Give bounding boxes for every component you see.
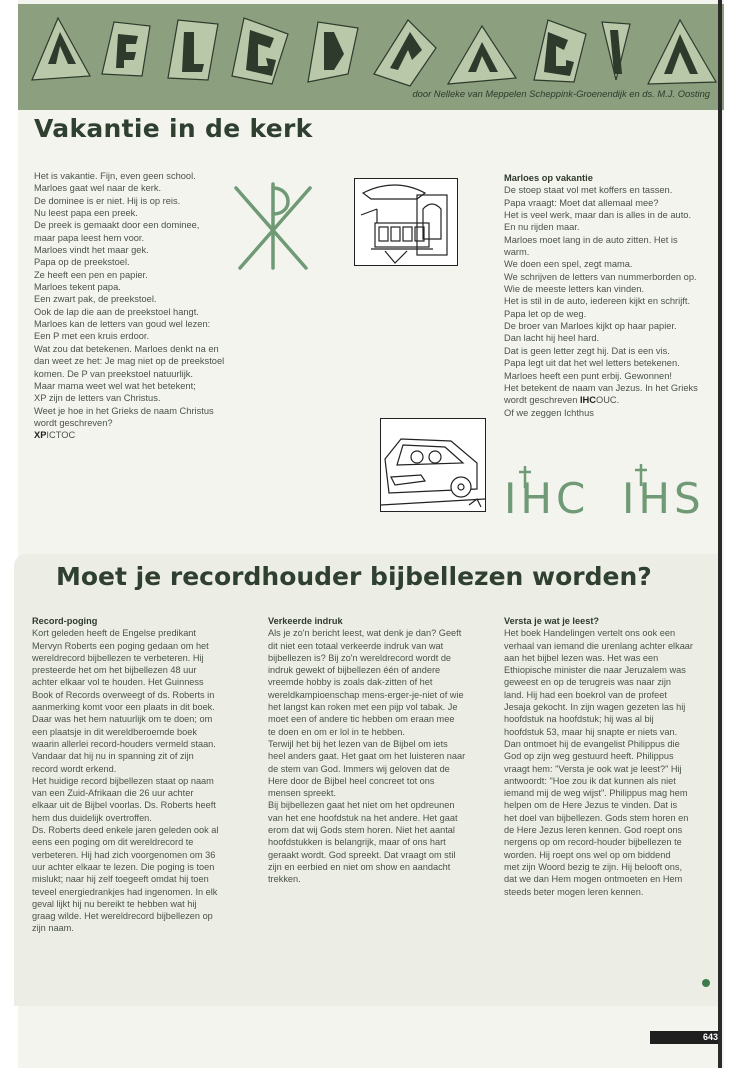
text-line: vraagt hem: "Versta je ook wat je leest?" Hij bbox=[504, 763, 682, 774]
text-line: hem dus duidelijk overtroffen. bbox=[32, 812, 152, 823]
greek-jezus: wordt geschreven IHCOUC. bbox=[504, 395, 620, 406]
text-line: God op zijn weg gestuurd heeft. Philippus bbox=[504, 751, 674, 762]
text-line: presteerde het om het bijbellezen 48 uur bbox=[32, 665, 197, 676]
text-line: van het ene hoofdstuk na het andere. Het gaat bbox=[268, 812, 458, 823]
poem-lines bbox=[34, 170, 224, 429]
poem-line: Een P met een kruis erdoor. bbox=[34, 331, 150, 342]
text-line: hoofdstukken is belangrijk, maar of ons hart bbox=[268, 837, 446, 848]
text-line: moet een of andere tic hebben om eraan mee bbox=[268, 714, 455, 725]
poem-lines bbox=[504, 184, 698, 394]
poem-line: Het is vakantie. Fijn, even geen school. bbox=[34, 171, 196, 181]
text-line: bijbellezen is? Bij zo'n wereldrecord wordt de bbox=[268, 652, 452, 663]
poem-line: De preek is gemaakt door een dominee, bbox=[34, 220, 200, 231]
text-line: helpen om de Here Jezus te vinden. Dat is bbox=[504, 800, 678, 811]
text-line: heel anders gaat. Het gaat om het luisteren naar bbox=[268, 751, 466, 762]
pulpit-illustration bbox=[354, 178, 458, 266]
article-title-vakantie: Vakantie in de kerk bbox=[34, 114, 313, 143]
text-line: Daar was het hem natuurlijk om te doen; om bbox=[32, 714, 213, 725]
article-marloes-op-vakantie bbox=[504, 172, 698, 419]
text-line: Bij bijbellezen gaat het niet om het opdreunen bbox=[268, 800, 455, 811]
text-line: dit niet een totaal verkeerde indruk van wat bbox=[268, 640, 444, 651]
cross-icon-ihc bbox=[518, 466, 532, 488]
text-line: aan het bijbel lezen was. Het was een bbox=[504, 652, 659, 663]
article-title-recordhouder: Moet je recordhouder bijbellezen worden? bbox=[56, 562, 652, 591]
poem-line: We schrijven de letters van nummerborden op. bbox=[504, 271, 697, 282]
pulpit-drawing bbox=[355, 179, 457, 265]
ihc-symbol: IHC bbox=[504, 474, 590, 523]
poem-line: Een zwart pak, de preekstoel. bbox=[34, 294, 157, 305]
text-line: geval lijkt hij nu bereikt te hebben wat hij bbox=[32, 898, 197, 909]
poem-line: Nu leest papa een preek. bbox=[34, 208, 138, 219]
text-line: Het huidige record bijbellezen staat op naam bbox=[32, 775, 214, 786]
text-line: van een Zuid-Afrikaan die 26 uur achter bbox=[32, 788, 194, 799]
poem-line: Het is veel werk, maar dan is alles in de auto. bbox=[504, 210, 692, 221]
car-drawing bbox=[381, 419, 485, 511]
poem-line: Marloes moet lang in de auto zitten. Het is bbox=[504, 234, 678, 245]
text-line: worden. Hij roept ons wel op om biddend bbox=[504, 849, 671, 860]
poem-line: Wie de meeste letters kan vinden. bbox=[504, 284, 645, 295]
text-line: waarin allerlei record-houders vermeld staan. bbox=[32, 738, 216, 749]
poem-line: Ze heeft een pen en papier. bbox=[34, 269, 148, 280]
poem-line: Marloes vindt het maar gek. bbox=[34, 245, 149, 256]
page-number: 643 bbox=[650, 1031, 720, 1044]
text-line: Kort geleden heeft de Engelse predikant bbox=[32, 628, 196, 639]
text-line: teveel energiedrankjes had ingenomen. In elk bbox=[32, 886, 218, 897]
text-line: hoofdstuk 53, maar hij snapte er niets van. bbox=[504, 726, 678, 737]
poem-line: Het is stil in de auto, iedereen kijkt en schrijft. bbox=[504, 296, 691, 307]
byline: door Nelleke van Meppelen Scheppink-Groenendijk en ds. M.J. Oosting bbox=[412, 88, 710, 99]
text-line: Terwijl het bij het lezen van de Bijbel om iets bbox=[268, 738, 448, 749]
poem-line: warm. bbox=[504, 247, 530, 258]
text-line: graag wilde. Het wereldrecord bijbellezen op bbox=[32, 911, 213, 922]
text-line: antwoordt: "Hoe zou ik dat kunnen als niet bbox=[504, 775, 676, 786]
text-line: indruk gewekt of bijbellezen één of andere bbox=[268, 665, 441, 676]
text-line: verbeteren. Hij had zich voorgenomen om 36 bbox=[32, 849, 216, 860]
text-line: geraakt wordt. God spreekt. Dat vraagt om stil bbox=[268, 849, 456, 860]
poem-line: Weet je hoe in het Grieks de naam Christus bbox=[34, 405, 214, 416]
column-verkeerde-indruk bbox=[268, 615, 465, 886]
text-line: uur achter elkaar te lezen. Die poging is toen bbox=[32, 861, 215, 872]
text-line: zijn naam. bbox=[32, 923, 74, 934]
text-line: Book of Records overweegt of ds. Roberts in bbox=[32, 689, 215, 700]
text-line: een plaatsje in dit wereldberoemde boek bbox=[32, 726, 197, 737]
text-line: de Here Jezus leren kennen. God roept ons bbox=[504, 825, 683, 836]
poem-line: XP zijn de letters van Christus. bbox=[34, 393, 161, 404]
text-line: het doel van bijbellezen. Gods stem horen en bbox=[504, 812, 689, 823]
column-lines bbox=[32, 627, 218, 934]
text-line: hoofdstuk na hoofdstuk; hij was al bij bbox=[504, 714, 654, 725]
text-line: iemand mij de weg wijst". Philippus mag hem bbox=[504, 788, 688, 799]
text-line: eens een poging om dit wereldrecord te bbox=[32, 837, 194, 848]
poem-line: komen. De P van preekstoel natuurlijk. bbox=[34, 368, 193, 379]
poem-line: Marloes tekent papa. bbox=[34, 282, 121, 293]
poem-line: Papa let op de weg. bbox=[504, 308, 587, 319]
text-line: aanmerking komt voor een plaats in dit boek. bbox=[32, 702, 215, 713]
text-line: met zijn Woord bezig te zijn. Hij belooft ons, bbox=[504, 861, 683, 872]
text-line: Jesaja gekocht. In zijn wagen gezeten las hij bbox=[504, 702, 686, 713]
text-line: Dan ontmoet hij de evangelist Philippus die bbox=[504, 738, 680, 749]
text-line: steeds beter mogen leren kennen. bbox=[504, 886, 644, 897]
text-line: wereldkampioenschap mens-erger-je-niet of wie bbox=[268, 689, 464, 700]
text-line: Mervyn Roberts een poging gedaan om het bbox=[32, 640, 209, 651]
poem-line: De stoep staat vol met koffers en tassen. bbox=[504, 185, 673, 196]
chi-rho-icon bbox=[232, 180, 316, 272]
text-line: trekken. bbox=[268, 874, 301, 885]
ihs-symbol: IHS bbox=[622, 474, 705, 523]
poem-line: Papa legt uit dat het wel letters betekenen. bbox=[504, 358, 680, 369]
poem-line: Papa vraagt: Moet dat allemaal mee? bbox=[504, 197, 659, 208]
text-line: verhaal van iemand die urenlang achter elkaar bbox=[504, 640, 693, 651]
text-line: wereldrecord bijbellezen te verbeteren. Hij bbox=[32, 652, 204, 663]
subtitle-marloes-op-vakantie: Marloes op vakantie bbox=[504, 173, 593, 183]
poem-line: maar papa leest hem voor. bbox=[34, 232, 145, 243]
poem-line: Ook de lap die aan de preekstoel hangt. bbox=[34, 306, 199, 317]
poem-line: De dominee is er niet. Hij is op reis. bbox=[34, 195, 181, 206]
text-line: nergens op om record-houder bijbellezen te bbox=[504, 837, 682, 848]
text-line: Here door de Bijbel heel concreet tot ons bbox=[268, 775, 435, 786]
text-line: record wordt erkend. bbox=[32, 763, 117, 774]
text-line: het langst kan roken met een pijp vol tabak. Je bbox=[268, 702, 458, 713]
text-line: erom dat wij Gods stem horen. Niet het aantal bbox=[268, 825, 455, 836]
poem-line: We doen een spel, zegt mama. bbox=[504, 259, 633, 270]
greek-christus: XPICTOC bbox=[34, 430, 76, 441]
subtitle-versta-je: Versta je wat je leest? bbox=[504, 616, 599, 626]
text-line: te doen en om er lol in te hebben. bbox=[268, 726, 405, 737]
text-line: Vandaar dat hij nu in spanning zit of zijn bbox=[32, 751, 194, 762]
column-lines bbox=[268, 627, 465, 885]
poem-line: Maar mama weet wel wat het betekent; bbox=[34, 380, 196, 391]
poem-line: Marloes gaat wel naar de kerk. bbox=[34, 183, 162, 194]
poem-line: En nu rijden maar. bbox=[504, 222, 580, 233]
text-line: mislukt; naar hij zelf toegeeft omdat hij toen bbox=[32, 874, 209, 885]
text-line: zijn en eerbied en niet om show en aandacht bbox=[268, 861, 451, 872]
poem-line: Wat zou dat betekenen. Marloes denkt na en bbox=[34, 343, 219, 354]
poem-line: wordt geschreven? bbox=[34, 417, 113, 428]
subtitle-record-poging: Record-poging bbox=[32, 616, 98, 626]
car-illustration bbox=[380, 418, 486, 512]
text-line: mensen spreekt. bbox=[268, 788, 336, 799]
text-line: elkaar uit de Bijbel voorlas. Ds. Roberts heeft bbox=[32, 800, 216, 811]
header-banner bbox=[18, 4, 724, 110]
text-line: dat we dan Hem mogen ontmoeten en Hem bbox=[504, 874, 683, 885]
column-versta-je bbox=[504, 615, 693, 898]
text-line: Als je zo'n bericht leest, wat denk je dan? Geeft bbox=[268, 628, 462, 639]
text-line: de stem van God. Immers wij geloven dat de bbox=[268, 763, 450, 774]
poem-line: Papa op de preekstoel. bbox=[34, 257, 130, 268]
text-line: vreemde hobby is zoals dak-zitten of het bbox=[268, 677, 433, 688]
poem-line: Marloes kan de letters van goud wel lezen: bbox=[34, 319, 211, 330]
text-line: geweest en op de terugreis was naar zijn bbox=[504, 677, 672, 688]
poem-line: dan weet ze het: Je mag niet op de preekstoel bbox=[34, 356, 225, 367]
column-record-poging bbox=[32, 615, 218, 935]
end-bullet-icon bbox=[702, 979, 710, 987]
text-line: Het boek Handelingen vertelt ons ook een bbox=[504, 628, 676, 639]
poem-line: De broer van Marloes kijkt op haar papier. bbox=[504, 321, 677, 332]
poem-line: Het betekent de naam van Jezus. In het Grieks bbox=[504, 382, 698, 393]
page-edge bbox=[718, 0, 722, 1068]
subtitle-verkeerde-indruk: Verkeerde indruk bbox=[268, 616, 343, 626]
text-line: land. Hij had een boekrol van de profeet bbox=[504, 689, 667, 700]
poem-line: Dan lacht hij heel hard. bbox=[504, 333, 600, 344]
poem-line: Dat is geen letter zegt hij. Dat is een vis. bbox=[504, 345, 670, 356]
text-line: Ethiopische minister die naar Jeruzalem was bbox=[504, 665, 686, 676]
poem-line: Marloes heeft een punt erbij. Gewonnen! bbox=[504, 370, 672, 381]
text-line: achter elkaar vol te houden. Het Guinness bbox=[32, 677, 204, 688]
poem-vakantie bbox=[34, 170, 224, 442]
ichthus-line: Of we zeggen Ichthus bbox=[504, 407, 594, 418]
column-lines bbox=[504, 627, 693, 898]
text-line: Ds. Roberts deed enkele jaren geleden ook al bbox=[32, 825, 219, 836]
cross-icon bbox=[634, 464, 648, 486]
